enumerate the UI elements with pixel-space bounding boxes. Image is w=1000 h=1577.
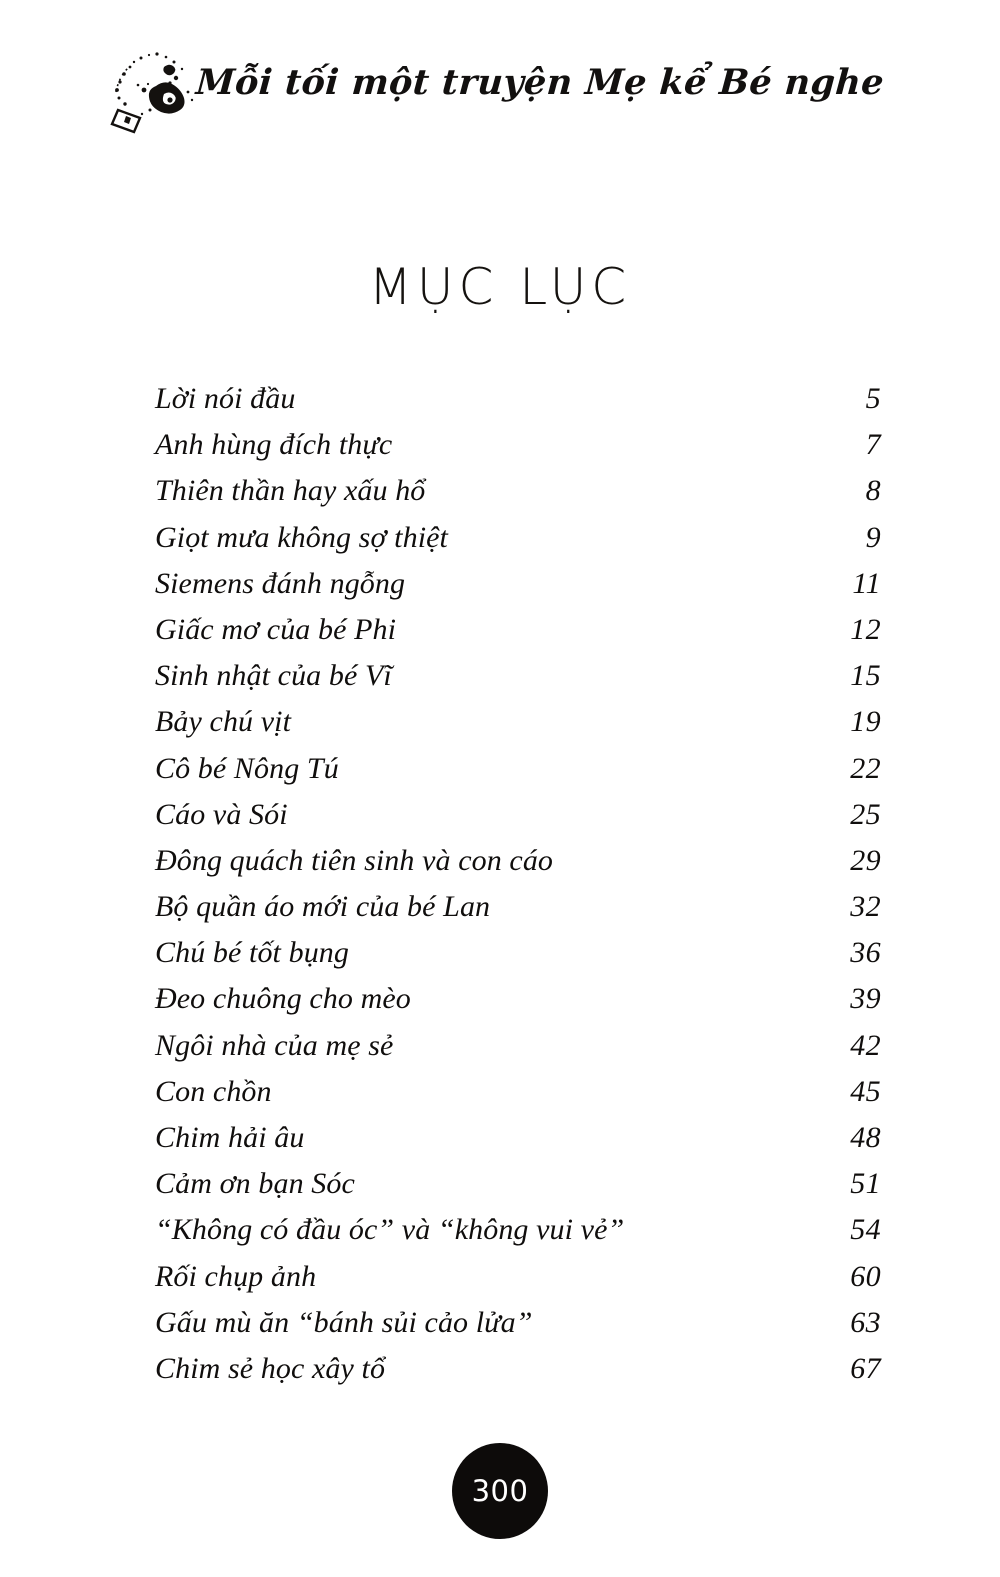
toc-entry[interactable] (155, 1029, 881, 1075)
toc-entry[interactable] (155, 567, 881, 613)
toc-entry[interactable] (155, 705, 881, 751)
toc-entry-label: Rối chụp ảnh (155, 1259, 317, 1293)
toc-entry[interactable] (155, 428, 881, 474)
toc-entry[interactable] (155, 798, 881, 844)
toc-entry[interactable] (155, 1075, 881, 1121)
toc-entry-page: 25 (850, 797, 881, 831)
toc-entry[interactable] (155, 890, 881, 936)
running-header (0, 38, 1000, 142)
toc-entry[interactable] (155, 659, 881, 705)
running-header-title: Mỗi tối một truyện Mẹ kể Bé nghe (194, 62, 886, 103)
toc-entry[interactable] (155, 382, 881, 428)
toc-entry-page: 51 (850, 1167, 881, 1201)
toc-entry-label: Anh hùng đích thực (155, 428, 393, 462)
toc-entry-label: Đông quách tiên sinh và con cáo (155, 843, 554, 877)
table-of-contents-list (155, 382, 881, 1398)
toc-entry-page: 54 (850, 1213, 881, 1247)
toc-entry-page: 45 (850, 1074, 881, 1108)
toc-entry-label: Gấu mù ăn “bánh sủi cảo lửa” (155, 1305, 533, 1339)
toc-entry-label: Chim hải âu (155, 1121, 305, 1154)
toc-entry-page: 12 (850, 612, 881, 646)
toc-entry-label: Đeo chuông cho mèo (155, 982, 411, 1016)
toc-entry-page: 32 (850, 890, 881, 924)
toc-entry-page: 5 (865, 382, 881, 415)
toc-entry-page: 8 (865, 474, 881, 508)
toc-entry-page: 11 (852, 566, 881, 600)
toc-entry-label: Thiên thần hay xấu hổ (155, 474, 426, 508)
folio-number: 300 (471, 1473, 529, 1508)
toc-entry-page: 9 (865, 520, 881, 554)
toc-entry-label: Giấc mơ của bé Phi (155, 612, 397, 646)
toc-entry[interactable] (155, 1306, 881, 1352)
toc-entry-label: Bộ quần áo mới của bé Lan (155, 890, 491, 924)
page-title: MỤC LỤC (368, 258, 632, 316)
toc-entry-label: Cảm ơn bạn Sóc (155, 1167, 355, 1201)
toc-entry[interactable] (155, 844, 881, 890)
toc-entry-label: Chim sẻ học xây tổ (155, 1351, 386, 1385)
toc-entry-page: 60 (850, 1259, 881, 1293)
toc-entry-page: 39 (850, 982, 881, 1016)
toc-entry-label: Bảy chú vịt (155, 705, 292, 739)
toc-entry-label: “Không có đầu óc” và “không vui vẻ” (155, 1213, 625, 1247)
toc-entry-page: 63 (850, 1305, 881, 1339)
toc-entry[interactable] (155, 1352, 881, 1398)
toc-entry-label: Cô bé Nông Tú (155, 751, 339, 785)
toc-entry-page: 15 (850, 659, 881, 693)
toc-entry-label: Giọt mưa không sợ thiệt (155, 520, 448, 554)
toc-entry[interactable] (155, 1121, 881, 1167)
toc-entry-label: Chú bé tốt bụng (155, 936, 349, 970)
toc-entry-page: 42 (850, 1028, 881, 1062)
toc-entry[interactable] (155, 521, 881, 567)
toc-entry[interactable] (155, 1167, 881, 1213)
toc-entry-page: 29 (850, 843, 881, 877)
toc-entry[interactable] (155, 936, 881, 982)
toc-entry-label: Sinh nhật của bé Vĩ (155, 659, 392, 693)
toc-entry-page: 19 (850, 705, 881, 739)
toc-entry-page: 36 (850, 936, 881, 970)
toc-entry-page: 67 (850, 1351, 881, 1385)
toc-entry-label: Ngôi nhà của mẹ sẻ (155, 1028, 394, 1062)
toc-entry[interactable] (155, 982, 881, 1028)
toc-entry[interactable] (155, 474, 881, 520)
toc-entry[interactable] (155, 1213, 881, 1259)
toc-entry-label: Lời nói đầu (155, 382, 296, 415)
ink-splatter-ornament-icon (104, 40, 208, 140)
toc-entry-page: 7 (865, 428, 881, 462)
toc-entry-label: Con chồn (155, 1074, 272, 1108)
toc-entry[interactable] (155, 752, 881, 798)
toc-entry-page: 48 (850, 1121, 881, 1154)
toc-entry[interactable] (155, 1260, 881, 1306)
page-folio (452, 1443, 548, 1539)
toc-entry[interactable] (155, 613, 881, 659)
toc-entry-label: Siemens đánh ngỗng (155, 566, 406, 600)
toc-entry-page: 22 (850, 751, 881, 785)
toc-entry-label: Cáo và Sói (155, 797, 288, 831)
